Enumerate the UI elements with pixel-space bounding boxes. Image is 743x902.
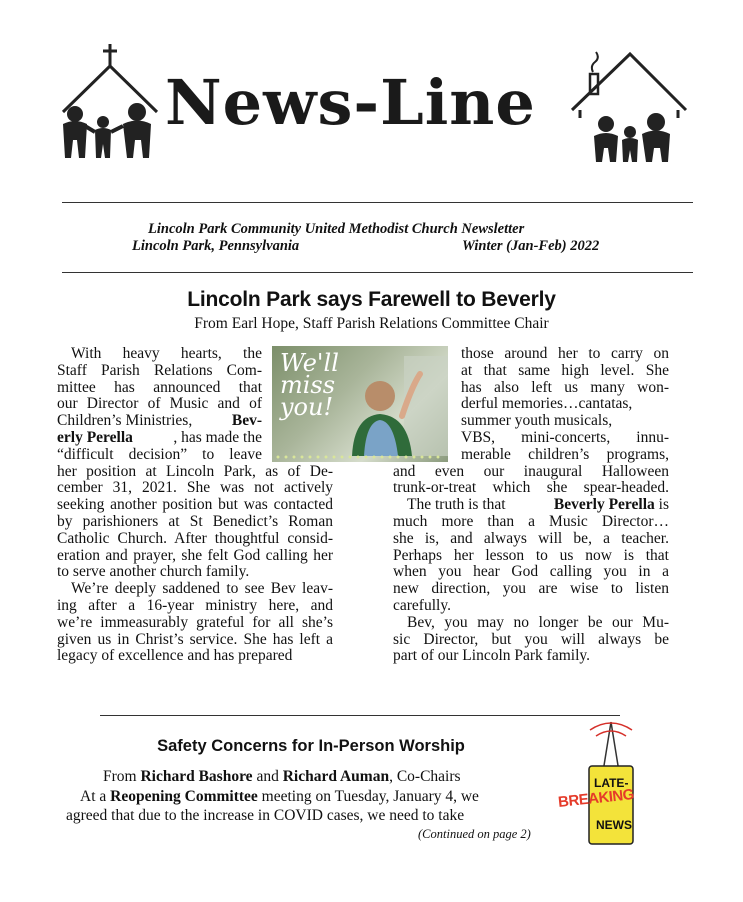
- text-line: sic Director, but you will always be: [393, 630, 669, 648]
- text-line: “difficult decision” to leave: [57, 445, 262, 463]
- text-line: With heavy hearts, the: [71, 345, 262, 362]
- newsletter-subtitle: Lincoln Park Community United Methodist Church Newsletter: [148, 221, 525, 237]
- continued-note: (Continued on page 2): [418, 827, 531, 841]
- article-right-column: [393, 346, 669, 665]
- text-line: derful memories…cantatas,: [461, 395, 633, 413]
- text-line: new direction, you are wise to listen: [393, 580, 669, 598]
- article-left-column: [57, 346, 333, 665]
- text-line: much more than a Music Director…: [393, 512, 669, 530]
- text-line: Bev, you may no longer be our Mu-: [407, 613, 669, 631]
- article-headline: Lincoln Park says Farewell to Beverly: [187, 288, 556, 311]
- bold-committee: Reopening Committee: [110, 788, 258, 805]
- text-line: Staff Parish Relations Com-: [57, 361, 262, 379]
- badge-breaking: BREAKING: [557, 786, 635, 811]
- article-byline: From Earl Hope, Staff Parish Relations Committee Chair: [194, 315, 549, 332]
- bold-name: Richard Auman: [282, 768, 390, 785]
- masthead-title: News-Line: [165, 66, 536, 139]
- article2-text-line: agreed that due to the increase in COVID cases, we need to take: [66, 807, 465, 824]
- text-line: cember 31, 2021. She was not actively: [57, 479, 333, 497]
- text-line: our Director of Music and of: [57, 395, 262, 413]
- newsletter-location: Lincoln Park, Pennsylvania: [132, 238, 300, 254]
- text-line: VBS, mini-concerts, innu-: [461, 428, 669, 446]
- late-breaking-news-badge: [556, 718, 666, 848]
- article2-headline: Safety Concerns for In-Person Worship: [157, 737, 465, 755]
- text-line: she is, and always will be, a teacher.: [393, 529, 669, 547]
- text-line: by parishioners at St Benedict’s Roman: [57, 512, 333, 530]
- text-line: we’re immeasurably grateful for all she’s: [57, 613, 333, 631]
- text-line: trunk-or-treat which she spear-headed.: [393, 479, 669, 497]
- text-line: those around her to carry on: [461, 345, 669, 362]
- text-line: to serve another church family.: [57, 563, 250, 581]
- photo-caption: We'll miss you!: [280, 349, 339, 421]
- article2-text-line: At a Reopening Committee meeting on Tuesday, January 4, we: [80, 788, 479, 805]
- bold-name: Beverly Perella: [553, 496, 655, 514]
- text-line: and even our inaugural Halloween: [393, 462, 669, 480]
- text-line: given us in Christ’s service. She has left a: [57, 630, 333, 648]
- masthead-top-rule: [62, 202, 693, 203]
- text-line: mittee has announced that: [57, 378, 262, 396]
- text-line: legacy of excellence and has prepared: [57, 647, 293, 665]
- text-line: ing after a 16-year ministry here, and: [57, 596, 333, 614]
- text-line: carefully.: [393, 596, 451, 614]
- article-divider: [100, 715, 620, 716]
- text-line: Perhaps her lesson to us now is that: [393, 546, 669, 564]
- text-line: seeking another position but was contacted: [57, 496, 333, 514]
- text-line: her position at Lincoln Park, as of De-: [57, 462, 333, 480]
- article2-byline: From Richard Bashore and Richard Auman, Co-Chairs: [103, 768, 461, 785]
- text-line: eration and prayer, she felt God calling her: [57, 546, 333, 564]
- newsletter-issue-date: Winter (Jan-Feb) 2022: [462, 238, 600, 254]
- text-line: Catholic Church. After thoughtful consid-: [57, 529, 333, 547]
- bold-name: Bev-: [231, 412, 262, 430]
- badge-news: NEWS: [596, 818, 632, 832]
- text-line: Children’s Ministries,: [57, 412, 193, 430]
- bold-name: Richard Bashore: [140, 768, 253, 785]
- text-line: when you hear God calling you in a: [393, 563, 669, 581]
- text-line: is: [654, 496, 669, 514]
- text-line: , has made the: [173, 428, 262, 446]
- text-line: at that same high level. She: [461, 361, 669, 379]
- text-line: has also left us many won-: [461, 378, 669, 396]
- text-line: The truth is that: [407, 496, 506, 514]
- text-line: merable children’s programs,: [461, 445, 669, 463]
- text-line: summer youth musicals,: [461, 412, 613, 430]
- bold-name: erly Perella: [57, 428, 133, 446]
- text-line: part of our Lincoln Park family.: [393, 647, 590, 665]
- home-family-logo: [568, 48, 690, 166]
- badge-late: LATE-: [594, 776, 629, 790]
- text-line: We’re deeply saddened to see Bev leav-: [71, 580, 333, 598]
- masthead-bottom-rule: [62, 272, 693, 273]
- church-family-logo: [55, 40, 165, 165]
